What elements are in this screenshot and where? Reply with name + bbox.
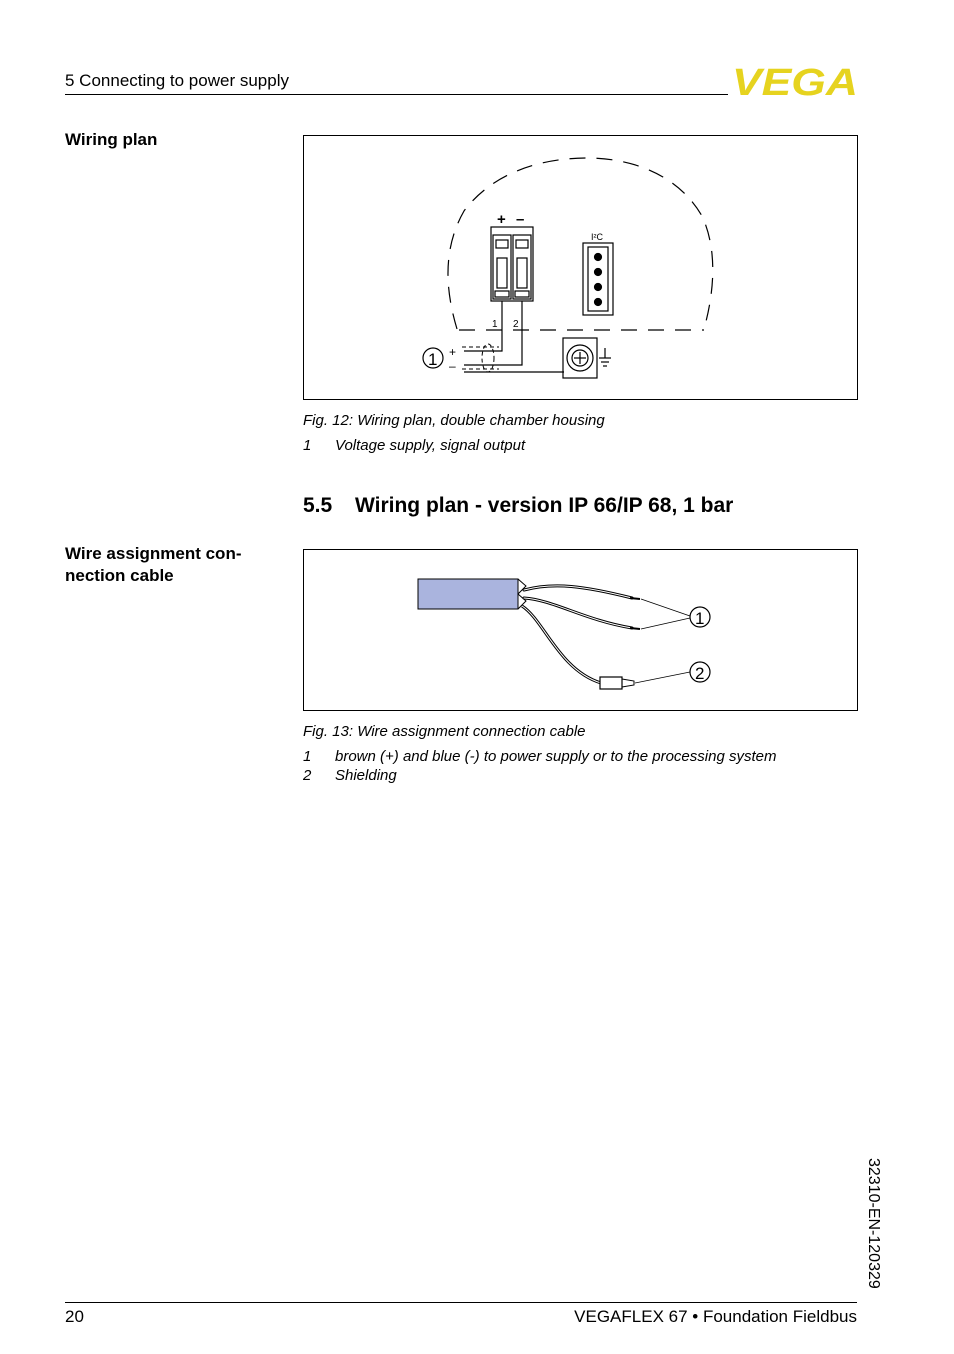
figure-13-legend-item: 1 brown (+) and blue (-) to power supply or to the processing system: [303, 748, 777, 765]
svg-text:VEGA: VEGA: [732, 64, 858, 98]
footer-rule: [65, 1302, 857, 1303]
figure-13-legend-item: 2 Shielding: [303, 767, 397, 784]
terminal-1-label: 1: [492, 319, 498, 330]
document-id: 32310-EN-120329: [865, 1158, 882, 1289]
page-number: 20: [65, 1307, 84, 1326]
cable-diagram-svg: [304, 550, 857, 710]
terminal-2-label: 2: [513, 319, 519, 330]
i2c-label: I²C: [591, 232, 603, 242]
wire-assignment-label: Wire assignment con- nection cable: [65, 544, 242, 585]
cable-shield-braid: [518, 579, 526, 609]
plus-label: +: [497, 211, 506, 228]
terminal-block: [491, 227, 533, 301]
figure-12-caption: Fig. 12: Wiring plan, double chamber housing: [303, 412, 605, 429]
vega-logo: [732, 64, 858, 98]
ferrule: [600, 677, 622, 689]
earth-terminal: [563, 338, 611, 378]
header-rule: [65, 94, 728, 95]
cable-jacket: [418, 579, 518, 609]
callout-1-label: 1: [428, 350, 438, 369]
supply-wires: [464, 301, 564, 372]
footer-product-title: VEGAFLEX 67 • Foundation Fieldbus: [574, 1307, 857, 1326]
section-heading: 5.5 Wiring plan - version IP 66/IP 68, 1 bar: [303, 494, 734, 517]
callout-1-label: 1: [695, 609, 705, 628]
figure-13-caption: Fig. 13: Wire assignment connection cable: [303, 723, 586, 740]
figure-12-legend-item: 1 Voltage supply, signal output: [303, 437, 526, 454]
running-header: 5 Connecting to power supply: [65, 71, 289, 90]
figure-13-cable-diagram: [303, 549, 858, 711]
callout-2-label: 2: [695, 664, 705, 683]
wiring-diagram-svg: [304, 136, 857, 399]
i2c-connector: [583, 243, 613, 315]
figure-12-wiring-diagram: [303, 135, 858, 400]
cable-minus-label: –: [449, 359, 456, 373]
minus-label: –: [516, 211, 525, 228]
cable-plus-label: +: [449, 345, 457, 359]
wiring-plan-label: Wiring plan: [65, 130, 158, 149]
